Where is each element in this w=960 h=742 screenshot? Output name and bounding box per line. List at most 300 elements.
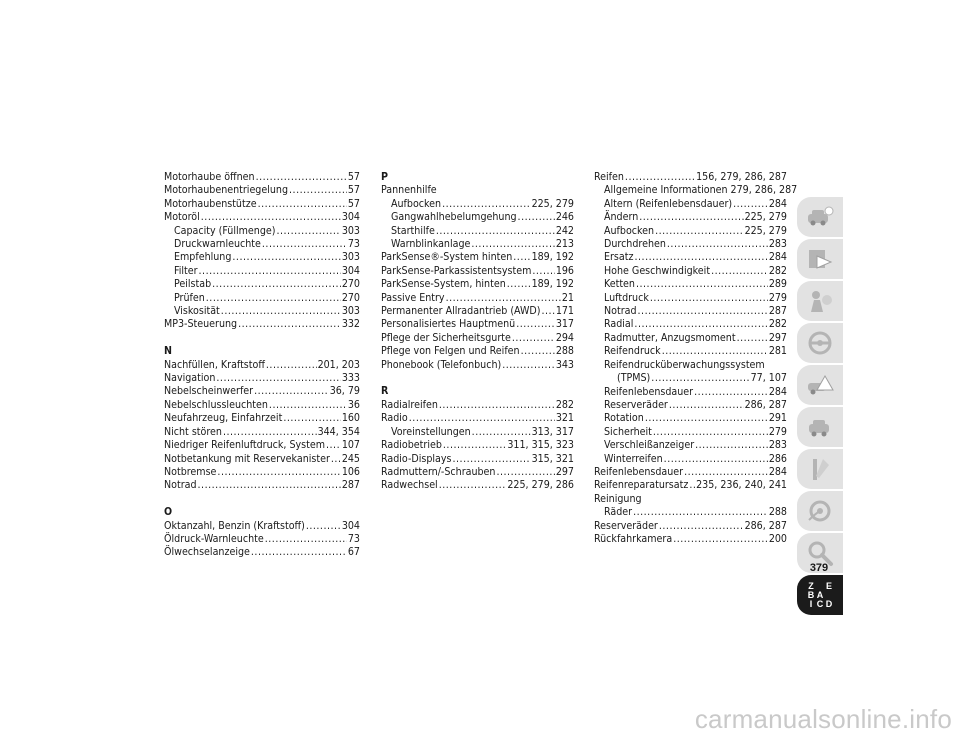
entry-pages: 270: [341, 278, 360, 291]
dot-leader: [201, 211, 341, 224]
entry-pages: 311, 315, 323: [507, 439, 574, 452]
entry-label: Luftdruck: [604, 291, 649, 304]
dot-leader: [625, 171, 695, 184]
entry-label: Starthilfe: [391, 224, 435, 237]
entry-label: Aufbocken: [391, 197, 442, 210]
entry-pages: 303: [341, 251, 360, 264]
dot-leader: [266, 359, 317, 372]
section-letter: O: [164, 506, 173, 519]
dot-leader: [238, 318, 341, 331]
entry-label: MP3-Steuerung: [164, 318, 238, 331]
index-entry: [594, 520, 787, 533]
index-letter: D: [825, 598, 833, 609]
index-entry: [381, 332, 574, 345]
index-entry: [381, 453, 574, 466]
entry-pages: 287: [768, 305, 787, 318]
entry-label: Ersatz: [604, 251, 634, 264]
index-entry: [381, 305, 574, 318]
index-entry: [594, 412, 787, 425]
index-entry: [164, 399, 360, 412]
dot-leader: [223, 426, 317, 439]
entry-label: Voreinstellungen: [391, 425, 471, 438]
entry-label: Rotation: [604, 412, 644, 425]
index-entry: [164, 198, 360, 211]
entry-pages: 284: [768, 385, 787, 398]
dot-leader: [251, 546, 347, 559]
index-entry: Reifendrucküberwachungssystem: [604, 358, 765, 371]
index-entry: [381, 399, 574, 412]
entry-label: Sicherheit: [604, 425, 652, 438]
dot-leader: [639, 211, 743, 224]
index-entry: [164, 238, 360, 251]
entry-pages: 288: [768, 506, 787, 519]
tab-service[interactable]: [797, 407, 843, 447]
multimedia-icon: [805, 496, 835, 526]
entry-label: Reifenlebensdauer: [604, 385, 694, 398]
dot-leader: [667, 238, 768, 251]
dot-leader: [633, 506, 768, 519]
index-entry: [594, 225, 787, 238]
index-entry: [594, 265, 787, 278]
entry-pages: 200: [768, 532, 787, 545]
dot-leader: [471, 238, 554, 251]
entry-pages: 36, 79: [329, 385, 360, 398]
index-letter: C: [816, 598, 824, 609]
index-entry: [594, 211, 787, 224]
entry-label: Räder: [604, 506, 633, 519]
entry-label: Notbremse: [164, 465, 217, 478]
tab-driving[interactable]: [797, 323, 843, 363]
index-icon: [807, 582, 834, 609]
index-entry: [381, 278, 574, 291]
entry-pages: 57: [347, 171, 360, 183]
tab-car-info[interactable]: [797, 197, 843, 237]
dot-leader: [636, 278, 768, 291]
index-entry: [164, 318, 360, 331]
entry-label: ParkSense®-System hinten: [381, 251, 513, 264]
index-entry: [164, 439, 360, 452]
entry-pages: 196: [555, 264, 574, 277]
tab-dashboard[interactable]: [797, 239, 843, 279]
entry-pages: 57: [347, 184, 360, 197]
index-entry: [164, 520, 360, 533]
entry-label: Reifenlebensdauer: [594, 465, 684, 478]
index-entry: [594, 305, 787, 318]
entry-pages: 225, 279: [744, 211, 787, 224]
tools-icon: [805, 454, 835, 484]
entry-pages: 77, 107: [750, 372, 787, 385]
entry-pages: 313, 317: [531, 425, 574, 438]
entry-pages: 213: [555, 238, 574, 251]
entry-pages: 303: [341, 224, 360, 237]
tab-index[interactable]: [797, 575, 843, 615]
entry-label: Radmutter, Anzugsmoment: [604, 331, 736, 344]
dot-leader: [198, 479, 341, 492]
entry-label: Radialreifen: [381, 398, 438, 411]
dot-leader: [694, 386, 768, 399]
dot-leader: [653, 426, 768, 439]
watermark: carmanualsonline.info: [694, 704, 952, 734]
dot-leader: [206, 292, 341, 305]
entry-label: Empfehlung: [174, 251, 232, 264]
entry-label: Durchdrehen: [604, 238, 666, 251]
entry-label: Reserveräder: [594, 519, 658, 532]
entry-pages: 304: [341, 211, 360, 224]
entry-label: Druckwarnleuchte: [174, 238, 261, 251]
entry-label: Pflege der Sicherheitsgurte: [381, 331, 511, 344]
dot-leader: [669, 399, 744, 412]
index-entry: [164, 372, 360, 385]
index-entry: [594, 171, 787, 184]
index-entry: [164, 305, 360, 318]
entry-pages: 281: [768, 345, 787, 358]
entry-label: Altern (Reifenlebensdauer): [604, 197, 733, 210]
entry-label: Motorhaubenstütze: [164, 197, 257, 210]
entry-pages: 107: [341, 439, 360, 452]
index-entry: [164, 359, 360, 372]
entry-label: Motorhaube öffnen: [164, 171, 255, 183]
index-entry: [164, 426, 360, 439]
index-entry: [594, 439, 787, 452]
dot-leader: [199, 265, 341, 278]
entry-label: Navigation: [164, 372, 216, 385]
entry-pages: 282: [555, 398, 574, 411]
dot-leader: [326, 439, 341, 452]
index-entry: [164, 533, 360, 546]
index-letter: Z: [808, 580, 814, 591]
entry-label: Phonebook (Telefonbuch): [381, 358, 502, 371]
entry-pages: 332: [341, 318, 360, 331]
index-heading: Pannenhilfe: [381, 184, 437, 197]
index-entry: [164, 265, 360, 278]
entry-label: Radmuttern/-Schrauben: [381, 465, 496, 478]
index-entry: [594, 238, 787, 251]
index-entry: [594, 386, 787, 399]
entry-label: Capacity (Füllmenge): [174, 224, 276, 237]
dashboard-warning-icon: [805, 244, 835, 274]
entry-label: Radiobetrieb: [381, 439, 442, 452]
dot-leader: [645, 412, 768, 425]
entry-pages: 282: [768, 264, 787, 277]
dot-leader: [269, 399, 347, 412]
index-letter: B: [807, 589, 815, 600]
index-entry: [164, 184, 360, 197]
entry-label: Notrad: [604, 305, 637, 318]
entry-pages: 315, 321: [531, 452, 574, 465]
tab-tools[interactable]: [797, 449, 843, 489]
entry-pages: 225, 279, 286: [507, 479, 574, 492]
entry-pages: 284: [768, 465, 787, 478]
entry-pages: 225, 279: [744, 224, 787, 237]
index-entry: [164, 278, 360, 291]
dot-leader: [664, 453, 768, 466]
dot-leader: [689, 479, 695, 492]
dot-leader: [502, 359, 555, 372]
dot-leader: [516, 318, 555, 331]
entry-label: Reserveräder: [604, 398, 668, 411]
index-entry: [381, 238, 574, 251]
dot-leader: [512, 332, 555, 345]
index-entry: [594, 198, 787, 211]
entry-pages: 282: [768, 318, 787, 331]
entry-pages: 57: [347, 197, 360, 210]
index-entry: [381, 198, 574, 211]
dot-leader: [436, 225, 555, 238]
entry-label: ParkSense-Parkassistentsystem: [381, 264, 532, 277]
entry-label: Pflege von Felgen und Reifen: [381, 345, 520, 358]
entry-pages: 270: [341, 291, 360, 304]
index-entry: [381, 345, 574, 358]
entry-pages: 284: [768, 251, 787, 264]
index-entry: [164, 385, 360, 398]
entry-pages: 304: [341, 519, 360, 532]
entry-label: Rückfahrkamera: [594, 532, 673, 545]
index-entry: [381, 292, 574, 305]
entry-pages: 246: [555, 211, 574, 224]
index-entry: [594, 453, 787, 466]
entry-label: Nebelscheinwerfer: [164, 385, 254, 398]
dot-leader: [737, 332, 768, 345]
entry-label: Verschleißanzeiger: [604, 439, 695, 452]
entry-pages: 333: [341, 372, 360, 385]
dot-leader: [634, 251, 767, 264]
entry-label: Passive Entry: [381, 291, 445, 304]
entry-pages: 291: [768, 412, 787, 425]
index-entry: Allgemeine Informationen 279, 286, 287: [604, 184, 798, 197]
entry-label: Neufahrzeug, Einfahrzeit: [164, 412, 283, 425]
dot-leader: [409, 412, 555, 425]
entry-pages: 288: [555, 345, 574, 358]
entry-pages: 317: [555, 318, 574, 331]
entry-pages: 279: [768, 425, 787, 438]
index-entry: [594, 278, 787, 291]
dot-leader: [442, 198, 530, 211]
index-entry: [594, 292, 787, 305]
entry-label: Niedriger Reifenluftdruck, System: [164, 439, 325, 452]
index-entry: [381, 479, 574, 492]
entry-label: Peilstab: [174, 278, 212, 291]
entry-label: Viskosität: [174, 305, 220, 318]
dot-leader: [650, 292, 768, 305]
index-entry: [164, 479, 360, 492]
index-entry: [164, 211, 360, 224]
index-entry: [381, 359, 574, 372]
entry-pages: 225, 279: [531, 197, 574, 210]
entry-label: ParkSense-System, hinten: [381, 278, 506, 291]
entry-label: Nachfüllen, Kraftstoff: [164, 358, 265, 371]
entry-label: Motorhaubenentriegelung: [164, 184, 289, 197]
dot-leader: [443, 439, 506, 452]
index-entry: [381, 265, 574, 278]
entry-label: Oktanzahl, Benzin (Kraftstoff): [164, 519, 305, 532]
entry-pages: 201, 203: [317, 358, 360, 371]
entry-pages: 289: [768, 278, 787, 291]
entry-pages: 189, 192: [531, 278, 574, 291]
entry-pages: 297: [768, 331, 787, 344]
tab-safety[interactable]: [797, 281, 843, 321]
entry-pages: 189, 192: [531, 251, 574, 264]
dot-leader: [651, 372, 749, 385]
entry-pages: 297: [555, 465, 574, 478]
entry-label: Radial: [604, 318, 634, 331]
dot-leader: [684, 466, 768, 479]
entry-pages: 279: [768, 291, 787, 304]
index-entry: [594, 251, 787, 264]
chapter-tabs: [797, 197, 843, 617]
entry-label: Notrad: [164, 479, 197, 492]
entry-label: Ölwechselanzeige: [164, 546, 250, 559]
index-letter: I: [809, 598, 813, 609]
entry-label: Permanenter Allradantrieb (AWD): [381, 305, 541, 318]
index-entry: [594, 506, 787, 519]
dot-leader: [306, 520, 341, 533]
dot-leader: [258, 198, 347, 211]
dot-leader: [283, 412, 341, 425]
entry-label: Reifenreparatursatz: [594, 479, 689, 492]
entry-pages: 283: [768, 439, 787, 452]
index-entry: [381, 412, 574, 425]
dot-leader: [221, 305, 341, 318]
entry-pages: 284: [768, 197, 787, 210]
index-entry: [381, 318, 574, 331]
index-entry: [381, 211, 574, 224]
entry-pages: 343: [555, 358, 574, 371]
entry-pages: 245: [341, 452, 360, 465]
entry-pages: 235, 236, 240, 241: [696, 479, 787, 492]
index-letter: A: [816, 589, 824, 600]
section-letter: N: [164, 345, 172, 358]
entry-pages: 303: [341, 305, 360, 318]
dot-leader: [662, 345, 768, 358]
entry-pages: 21: [561, 291, 574, 304]
entry-pages: 36: [347, 398, 360, 411]
index-entry: [164, 225, 360, 238]
entry-pages: 106: [341, 465, 360, 478]
dot-leader: [655, 225, 743, 238]
safety-airbag-icon: [805, 286, 835, 316]
dot-leader: [254, 385, 329, 398]
index-column-3: [594, 171, 798, 546]
index-entry: [164, 292, 360, 305]
dot-leader: [733, 198, 768, 211]
entry-label: Reifendruck: [604, 345, 661, 358]
index-entry: [381, 439, 574, 452]
entry-label: Motoröl: [164, 211, 200, 224]
dot-leader: [212, 278, 341, 291]
entry-label: Ändern: [604, 211, 639, 224]
index-entry: [594, 466, 787, 479]
entry-label: Prüfen: [174, 291, 205, 304]
dot-leader: [446, 292, 561, 305]
dot-leader: [518, 211, 555, 224]
dot-leader: [634, 318, 767, 331]
entry-pages: 304: [341, 264, 360, 277]
entry-label: Radwechsel: [381, 479, 438, 492]
dot-leader: [507, 278, 531, 291]
entry-pages: 171: [555, 305, 574, 318]
entry-pages: 242: [555, 224, 574, 237]
dot-leader: [265, 533, 347, 546]
entry-pages: 73: [347, 532, 360, 545]
service-car-icon: [805, 412, 835, 442]
section-gap: [164, 493, 360, 506]
tab-multimedia[interactable]: [797, 491, 843, 531]
entry-pages: 286: [768, 452, 787, 465]
steering-wheel-icon: [805, 328, 835, 358]
index-entry: [594, 332, 787, 345]
entry-label: Nebelschlussleuchten: [164, 398, 268, 411]
entry-label: Personalisiertes Hauptmenü: [381, 318, 516, 331]
dot-leader: [496, 466, 554, 479]
index-column-1: [164, 171, 360, 560]
dot-leader: [521, 345, 555, 358]
dot-leader: [513, 251, 530, 264]
entry-label: Öldruck-Warnleuchte: [164, 532, 264, 545]
entry-label: Filter: [174, 264, 198, 277]
entry-pages: 287: [341, 479, 360, 492]
index-entry: [164, 453, 360, 466]
entry-label: Gangwahlhebelumgehung: [391, 211, 517, 224]
index-entry: [594, 479, 787, 492]
entry-pages: 286, 287: [744, 519, 787, 532]
index-entry: [164, 412, 360, 425]
index-entry: [594, 318, 787, 331]
dot-leader: [216, 372, 340, 385]
entry-label: Nicht stören: [164, 425, 222, 438]
entry-label: Ketten: [604, 278, 635, 291]
dot-leader: [695, 439, 768, 452]
section-letter: R: [381, 385, 389, 398]
entry-label: Warnblinkanlage: [391, 238, 471, 251]
entry-pages: 321: [555, 412, 574, 425]
index-entry: [594, 399, 787, 412]
dot-leader: [638, 305, 768, 318]
section-gap: [164, 332, 360, 345]
index-entry: [381, 225, 574, 238]
entry-label: Hohe Geschwindigkeit: [604, 264, 711, 277]
entry-label: (TPMS): [617, 372, 651, 385]
entry-label: Notbetankung mit Reservekanister: [164, 452, 330, 465]
entry-pages: 156, 279, 286, 287: [696, 171, 787, 183]
dot-leader: [673, 533, 768, 546]
entry-pages: 294: [555, 331, 574, 344]
entry-label: Radio: [381, 412, 408, 425]
entry-label: Reifen: [594, 171, 624, 183]
dot-leader: [331, 453, 341, 466]
index-entry: [594, 345, 787, 358]
dot-leader: [276, 225, 340, 238]
dot-leader: [262, 238, 347, 251]
car-info-icon: [805, 202, 835, 232]
entry-label: Aufbocken: [604, 224, 655, 237]
index-entry: [381, 466, 574, 479]
dot-leader: [256, 171, 347, 184]
dot-leader: [289, 184, 347, 197]
dot-leader: [541, 305, 554, 318]
dot-leader: [659, 520, 744, 533]
index-column-2: [381, 171, 574, 493]
tab-emergency[interactable]: [797, 365, 843, 405]
dot-leader: [453, 453, 531, 466]
entry-pages: 73: [347, 238, 360, 251]
index-heading: Reinigung: [594, 492, 642, 505]
dot-leader: [217, 466, 340, 479]
index-entry: [381, 426, 574, 439]
entry-pages: 286, 287: [744, 398, 787, 411]
index-entry: [594, 426, 787, 439]
index-entry: [381, 251, 574, 264]
dot-leader: [532, 265, 554, 278]
